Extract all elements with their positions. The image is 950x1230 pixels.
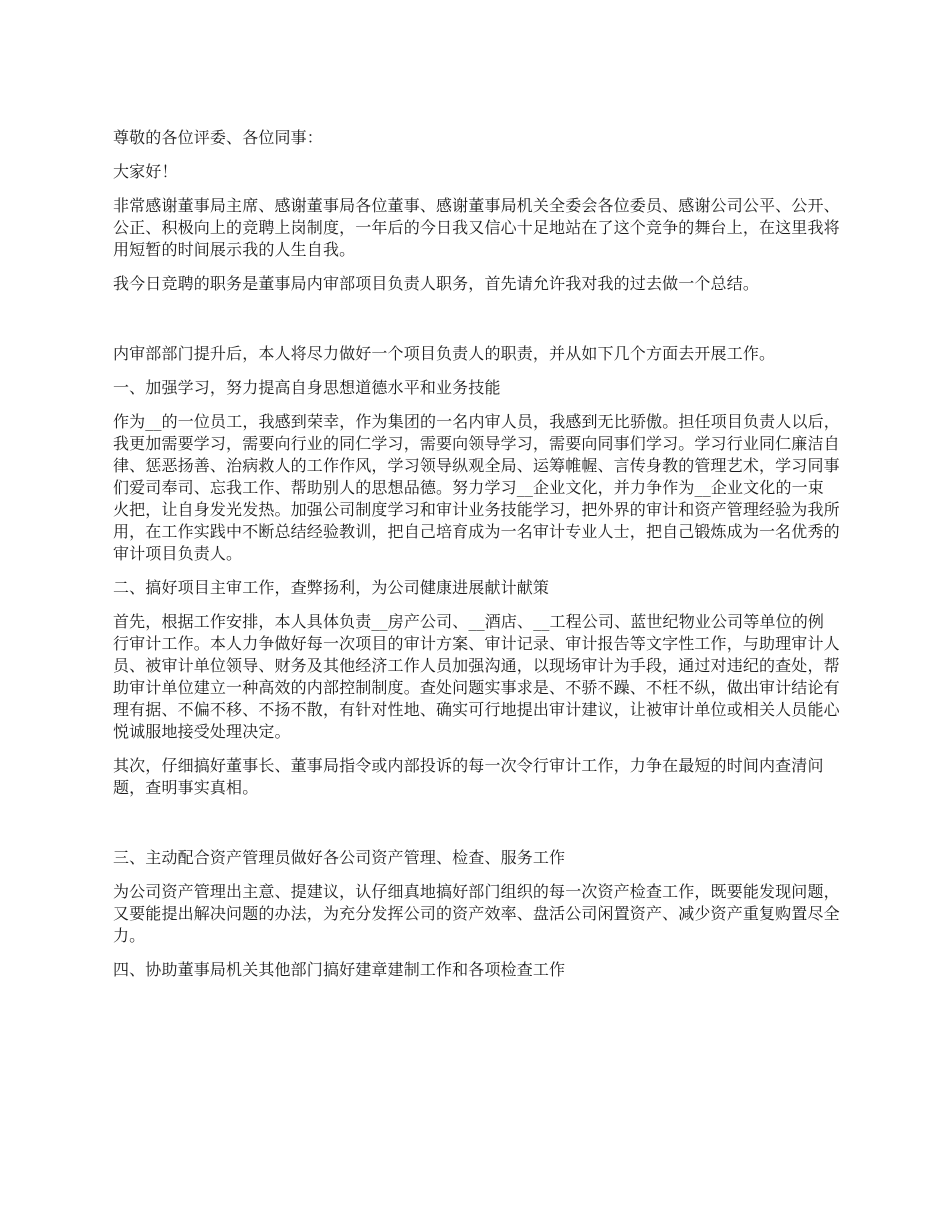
section-heading-1: 一、加强学习，努力提高自身思想道德水平和业务技能 xyxy=(113,378,501,397)
spacer xyxy=(113,307,840,343)
section-heading-4: 四、协助董事局机关其他部门搞好建章建制工作和各项检查工作 xyxy=(113,960,566,979)
paragraph-audit-first: 首先，根据工作安排，本人具体负责__房产公司、__酒店、__工程公司、蓝世纪物业公司等单位的例行审计工作。本人力争做好每一次项目的审计方案、审计记录、审计报告等文字性工作，与助理审计人员、被审计单位领导、财务及其他经济工作人员加强沟通，以现场审计为手段，通过对违纪的查处，帮助审计单位建立一种高效的内部控制制度。查处问题实事求是、不骄不躁、不枉不纵，做出审计结论有理有据、不偏不移、不扬不散，有针对性地、确实可行地提出审计建议，让被审计单位或相关人员能心悦诚服地接受处理决定。 xyxy=(113,612,840,741)
paragraph-audit-second: 其次，仔细搞好董事长、董事局指令或内部投诉的每一次令行审计工作，力争在最短的时间内查清问题，查明事实真相。 xyxy=(113,756,824,797)
document-body xyxy=(113,127,840,993)
paragraph-intro: 内审部部门提升后，本人将尽力做好一个项目负责人的职责，并从如下几个方面去开展工作。 xyxy=(113,344,776,363)
greeting: 大家好！ xyxy=(113,162,178,181)
paragraph-thanks: 非常感谢董事局主席、感谢董事局各位董事、感谢董事局机关全委会各位委员、感谢公司公平、公开、公正、积极向上的竞聘上岗制度，一年后的今日我又信心十足地站在了这个竞争的舞台上，在这里我将用短暂的时间展示我的人生自我。 xyxy=(113,196,840,259)
section-heading-3: 三、主动配合资产管理员做好各公司资产管理、检查、服务工作 xyxy=(113,848,566,867)
paragraph-study: 作为__的一位员工，我感到荣幸，作为集团的一名内审人员，我感到无比骄傲。担任项目负责人以后，我更加需要学习，需要向行业的同仁学习，需要向领导学习，需要向同事们学习。学习行业同仁廉洁自律、惩恶扬善、治病救人的工作作风，学习领导纵观全局、运筹帷幄、言传身教的管理艺术，学习同事们爱司奉司、忘我工作、帮助别人的思想品德。努力学习__企业文化，并力争作为__企业文化的一束火把，让自身发光发热。加强公司制度学习和审计业务技能学习，把外界的审计和资产管理经验为我所用，在工作实践中不断总结经验教训，把自己培育成为一名审计专业人士，把自己锻炼成为一名优秀的审计项目负责人。 xyxy=(113,412,840,563)
section-heading-2: 二、搞好项目主审工作，查弊扬利，为公司健康进展献计献策 xyxy=(113,578,550,597)
paragraph-position: 我今日竞聘的职务是董事局内审部项目负责人职务，首先请允许我对我的过去做一个总结。 xyxy=(113,274,760,293)
salutation: 尊敬的各位评委、各位同事： xyxy=(113,128,323,147)
paragraph-assets: 为公司资产管理出主意、提建议，认仔细真地搞好部门组织的每一次资产检查工作，既要能发现问题，又要能提出解决问题的办法，为充分发挥公司的资产效率、盘活公司闲置资产、减少资产重复购置尽全力。 xyxy=(113,882,840,945)
spacer xyxy=(113,811,840,847)
